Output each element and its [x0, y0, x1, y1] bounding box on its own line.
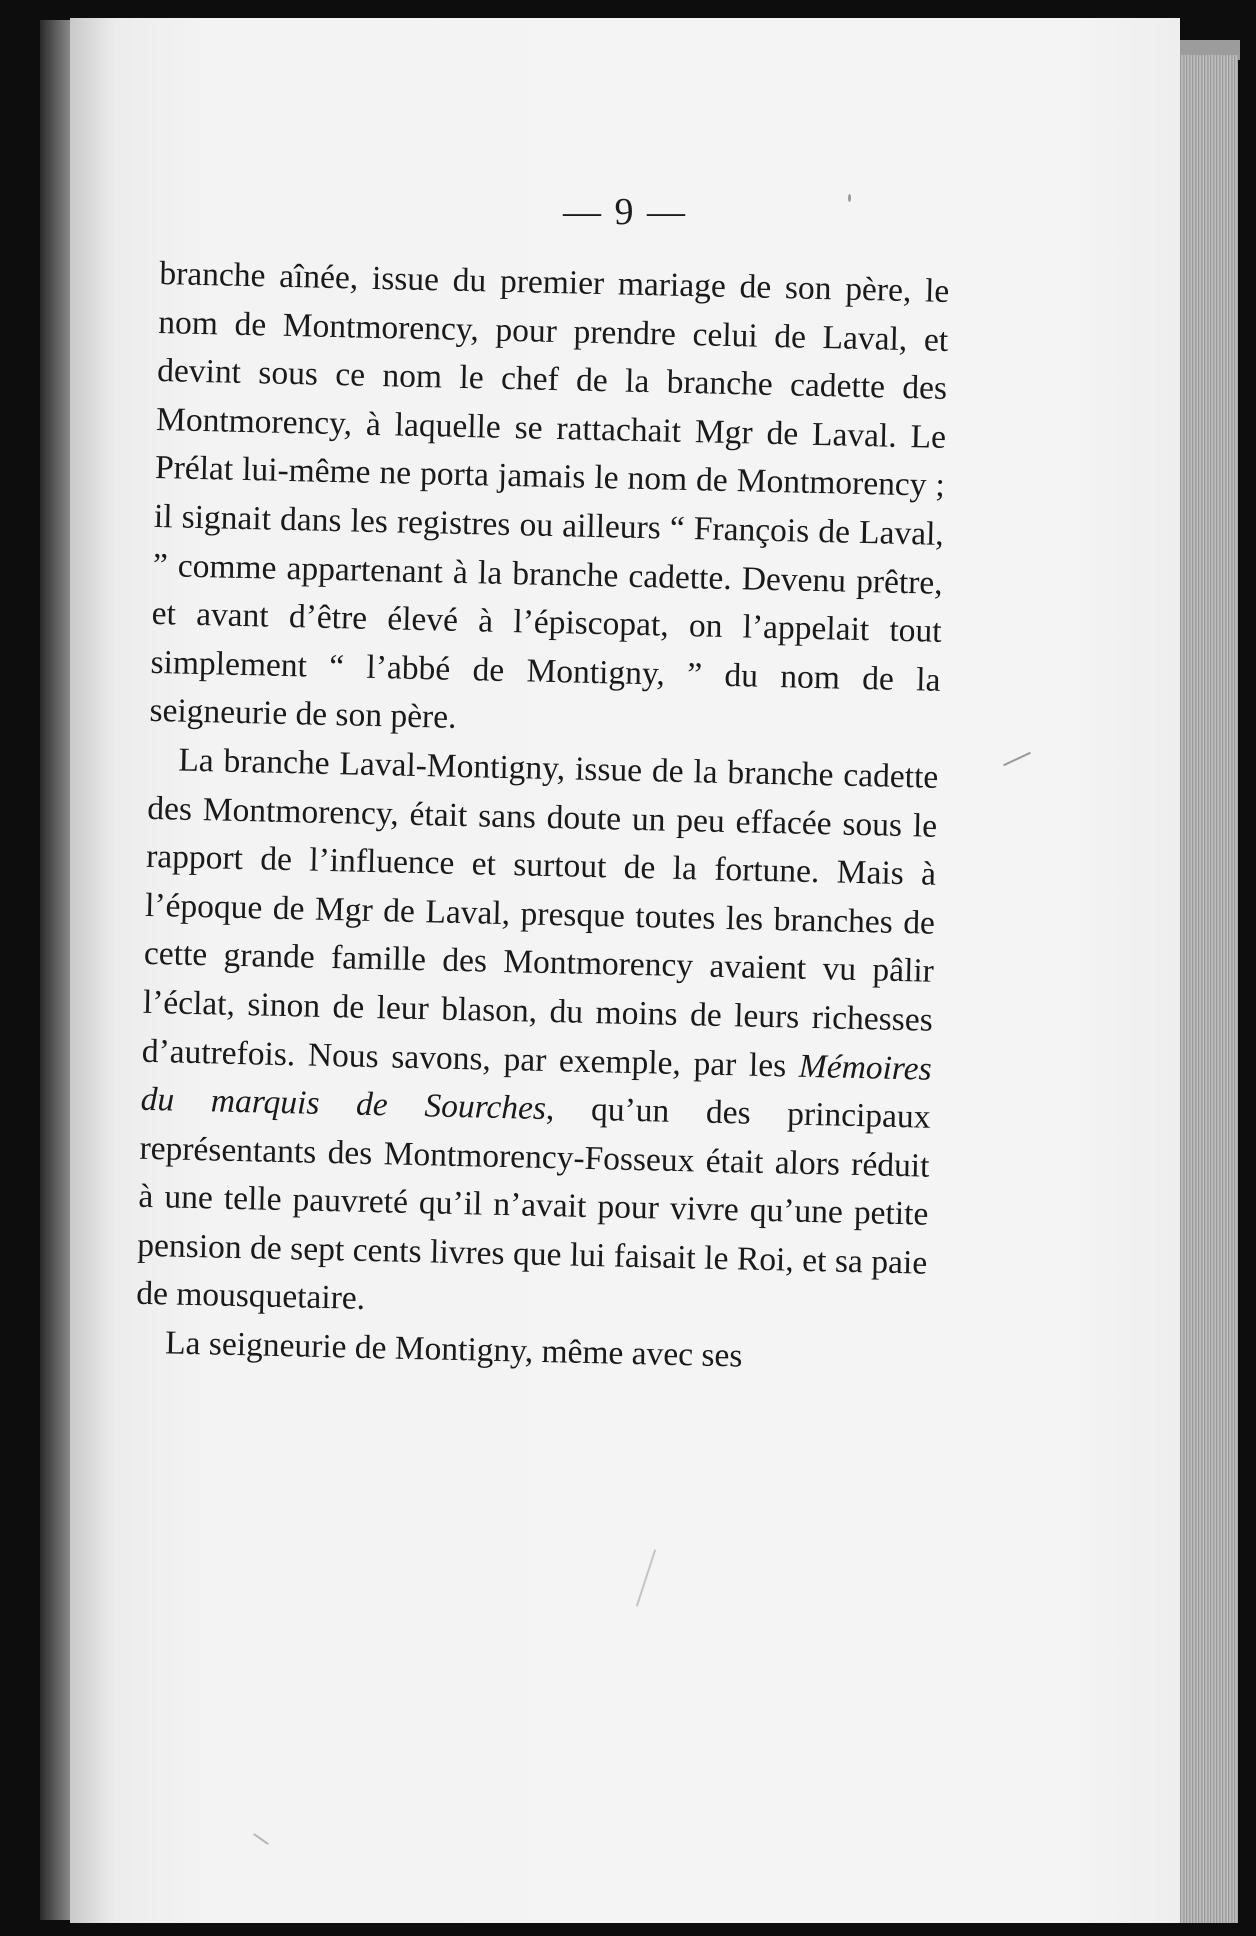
paragraph-2 — [136, 736, 939, 1337]
paragraph-1-text: branche aînée, issue du premier mariage de son père, le nom de Montmorency, pour prendre celui de Laval, et devint sous ce nom le chef de la branche cadette des Montmorency, à laquelle se rattachait Mgr de Laval. Le Prélat lui-même ne porta jamais le nom de Montmorency ; il signait dans les registres ou ailleurs “ François de Laval, ” comme appartenant à la branche cadette. Devenu prêtre, et avant d’être élevé à l’épiscopat, on l’appelait tout simplement “ l’abbé de Montigny, ” du nom de la seigneurie de son père. — [149, 254, 950, 737]
book-page — [70, 18, 1180, 1923]
paragraph-1 — [149, 250, 950, 754]
paragraph-3-text: La seigneurie de Montigny, même avec ses — [164, 1324, 743, 1375]
paper-speck — [848, 194, 851, 202]
paper-speck — [636, 1549, 656, 1607]
body-text — [135, 250, 950, 1385]
paragraph-2-text-end: , qu’un des principaux représentants des Montmorency-Fosseux était alors réduit à une telle pauvreté qu’il n’avait pour vivre qu’une petite pension de sept cents livres que lui faisait le Roi, et sa paie de mousquetaire. — [135, 1090, 931, 1318]
paper-speck — [253, 1833, 269, 1845]
page-stack-edges — [1180, 55, 1238, 1923]
book-title-italic: Mémoires du marquis de Sourches — [140, 1047, 933, 1128]
paragraph-2-text-start: La branche Laval-Montigny, issue de la branche cadette des Montmorency, était sans doute un peu effacée sous le rapport de l’influence et surtout de la fortune. Mais à l’époque de Mgr de Laval, presque toutes les branches de cette grande famille des Montmorency avaient vu pâlir l’éclat, sinon de leur blason, du moins de leurs richesses d’autrefois. Nous savons, par exemple, par les — [141, 741, 939, 1085]
paper-speck — [1003, 752, 1031, 766]
page-number: — 9 — — [563, 191, 687, 233]
